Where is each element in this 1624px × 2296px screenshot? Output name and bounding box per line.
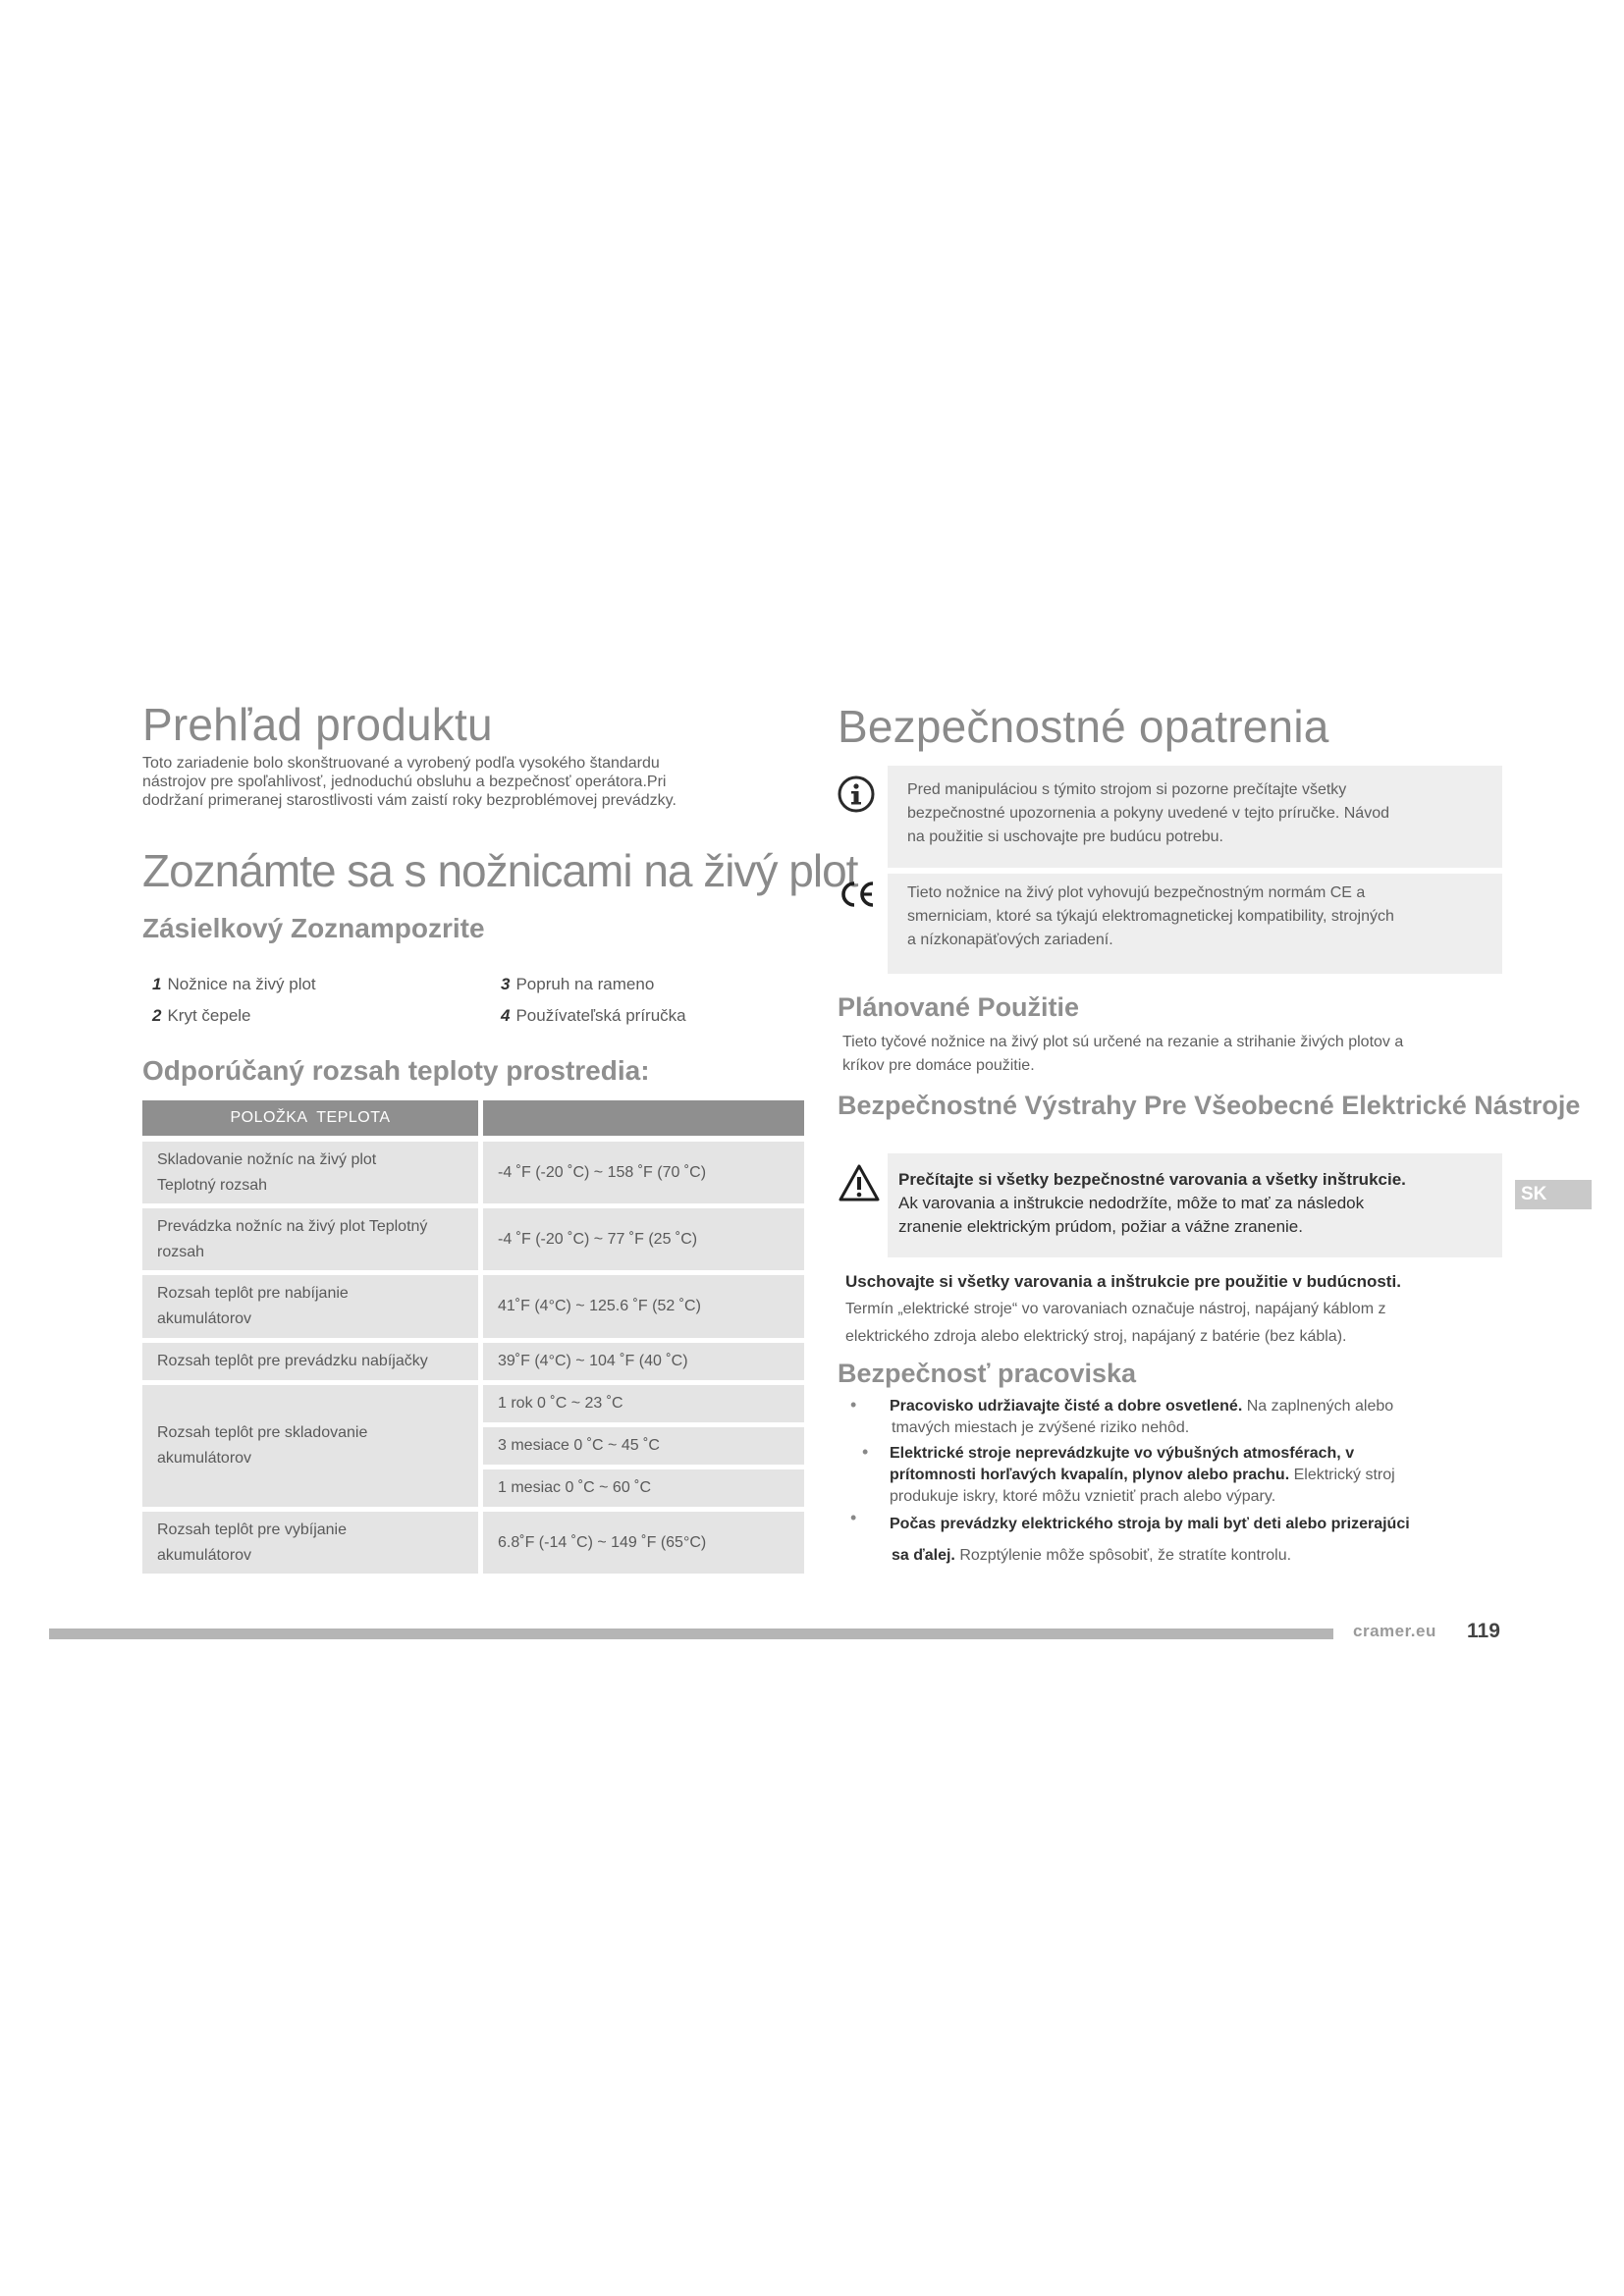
cell-line: rozsah [157, 1243, 205, 1260]
package-item-number: 4 [501, 1006, 511, 1025]
cell-line: Skladovanie nožníc na živý plot [157, 1150, 377, 1168]
table-cell-item [142, 1385, 478, 1507]
cell-line: Rozsah teplôt pre vybíjanie [157, 1521, 347, 1538]
keep-line: Termín „elektrické stroje“ vo varovaniach označuje nástroj, napájaný káblom z [845, 1301, 1386, 1317]
bullet-text: Rozptýlenie môže spôsobiť, že stratíte kontrolu. [954, 1547, 1292, 1564]
warning-text [898, 1168, 1497, 1239]
overview-intro [142, 754, 810, 810]
table-cell-value: 1 mesiac 0 ˚C ~ 60 ˚C [483, 1469, 804, 1507]
intended-line: kríkov pre domáce použitie. [842, 1057, 1035, 1074]
info-line: Pred manipuláciou s týmito strojom si pozorne prečítajte všetky [907, 781, 1347, 798]
package-item-number: 1 [152, 975, 162, 993]
bullet-text: Na zaplnených alebo [1242, 1398, 1394, 1415]
ce-line: a nízkonapäťových zariadení. [907, 932, 1113, 948]
footer-bar [49, 1629, 1333, 1639]
bullet-dot: • [862, 1442, 869, 1462]
cell-line: akumulátorov [157, 1450, 252, 1467]
bullet-item-1 [890, 1396, 1518, 1439]
info-line: na použitie si uschovajte pre budúcu potrebu. [907, 828, 1223, 845]
table-cell-value: -4 ˚F (-20 ˚C) ~ 158 ˚F (70 ˚C) [483, 1142, 804, 1203]
overview-title: Prehľad produktu [142, 699, 493, 750]
package-item-number: 3 [501, 975, 511, 993]
cell-line: Prevádzka nožníc na živý plot Teplotný [157, 1217, 428, 1235]
keep-bold-line: Uschovajte si všetky varovania a inštrukcie pre použitie v budúcnosti. [845, 1272, 1401, 1291]
bullet-bold: prítomnosti horľavých kvapalín, plynov alebo prachu. [890, 1467, 1290, 1483]
bullet-bold: Elektrické stroje neprevádzkujte vo výbušných atmosférach, v [890, 1445, 1355, 1462]
cell-line: Rozsah teplôt pre prevádzku nabíjačky [157, 1353, 428, 1369]
package-item-number: 2 [152, 1006, 162, 1025]
ce-notice-box [888, 874, 1502, 974]
cell-line: Teplotný rozsah [157, 1176, 268, 1194]
bullet-bold: Pracovisko udržiavajte čisté a dobre osvetlené. [890, 1398, 1243, 1415]
bullet-bold: Počas prevádzky elektrického stroja by mali byť deti alebo prizerajúci [890, 1516, 1410, 1532]
bullet-dot: • [850, 1508, 857, 1527]
cell-line: akumulátorov [157, 1310, 252, 1327]
safety-title: Bezpečnostné opatrenia [838, 701, 1329, 752]
intended-line: Tieto tyčové nožnice na živý plot sú určené na rezanie a strihanie živých plotov a [842, 1034, 1404, 1050]
footer-site: cramer.eu [1353, 1622, 1436, 1640]
ce-mark-icon [838, 880, 877, 909]
intended-use-text [842, 1031, 1510, 1078]
bullet-dot: • [850, 1395, 857, 1415]
package-item-label: Používateľská príručka [515, 1006, 686, 1025]
cell-line: Rozsah teplôt pre skladovanie [157, 1424, 368, 1441]
table-cell-value: 3 mesiace 0 ˚C ~ 45 ˚C [483, 1427, 804, 1465]
keep-line: elektrického zdroja alebo elektrický stroj, napájaný z batérie (bez kábla). [845, 1328, 1347, 1345]
ce-line: smerniciam, ktoré sa týkajú elektromagnetickej kompatibility, strojných [907, 908, 1394, 925]
warning-triangle-icon [838, 1163, 881, 1202]
cell-line: Rozsah teplôt pre nabíjanie [157, 1285, 349, 1302]
table-header-item: POLOŽKA TEPLOTA [142, 1100, 478, 1136]
table-cell-item [142, 1512, 478, 1574]
bullet-item-3 [890, 1509, 1518, 1572]
table-cell-item [142, 1142, 478, 1203]
table-cell-item [142, 1208, 478, 1270]
bullet-text: produkuje iskry, ktoré môžu vznietiť prach alebo výpary. [890, 1488, 1276, 1505]
meet-subtitle: Zásielkový Zoznampozrite [142, 913, 485, 943]
bullet-text: tmavých miestach je zvýšené riziko nehôd. [892, 1419, 1190, 1436]
package-item-4 [501, 1006, 686, 1026]
table-cell-value: 1 rok 0 ˚C ~ 23 ˚C [483, 1385, 804, 1422]
package-item-label: Popruh na rameno [515, 975, 655, 993]
table-cell-item [142, 1343, 478, 1380]
package-item-label: Nožnice na živý plot [167, 975, 316, 993]
general-warnings-title: Bezpečnostné Výstrahy Pre Všeobecné Elektrické Nástroje [838, 1091, 1581, 1120]
table-cell-value: 39˚F (4°C) ~ 104 ˚F (40 ˚C) [483, 1343, 804, 1380]
info-notice-box [888, 766, 1502, 868]
table-header-value [483, 1100, 804, 1136]
warning-line: zranenie elektrickým prúdom, požiar a vážne zranenie. [898, 1217, 1303, 1236]
table-cell-value: -4 ˚F (-20 ˚C) ~ 77 ˚F (25 ˚C) [483, 1208, 804, 1270]
warning-box [888, 1153, 1502, 1257]
meet-title: Zoznámte sa s nožnicami na živý plot [142, 845, 858, 896]
keep-instructions [845, 1268, 1513, 1351]
info-notice-text [907, 778, 1496, 849]
table-cell-value: 6.8˚F (-14 ˚C) ~ 149 ˚F (65°C) [483, 1512, 804, 1574]
overview-intro-line: dodržaní primeranej starostlivosti vám zaistí roky bezproblémovej prevádzky. [142, 792, 677, 809]
page-number: 119 [1467, 1620, 1500, 1642]
language-tab: SK [1515, 1180, 1592, 1209]
intended-use-title: Plánované Použitie [838, 992, 1080, 1022]
bullet-text: Elektrický stroj [1289, 1467, 1395, 1483]
info-circle-icon [837, 774, 876, 814]
package-item-1 [152, 975, 316, 994]
table-cell-value: 41˚F (4°C) ~ 125.6 ˚F (52 ˚C) [483, 1275, 804, 1338]
package-item-2 [152, 1006, 251, 1026]
bullet-bold: sa ďalej. [892, 1547, 955, 1564]
warning-line: Ak varovania a inštrukcie nedodržíte, môže to mať za následok [898, 1194, 1365, 1212]
temperature-title: Odporúčaný rozsah teploty prostredia: [142, 1055, 650, 1086]
warning-line: Prečítajte si všetky bezpečnostné varovania a všetky inštrukcie. [898, 1170, 1406, 1189]
ce-line: Tieto nožnice na živý plot vyhovujú bezpečnostným normám CE a [907, 884, 1366, 901]
table-cell-item [142, 1275, 478, 1338]
info-line: bezpečnostné upozornenia a pokyny uvedené v tejto príručke. Návod [907, 805, 1389, 822]
package-item-3 [501, 975, 654, 994]
ce-notice-text [907, 881, 1496, 952]
package-item-label: Kryt čepele [167, 1006, 251, 1025]
cell-line: akumulátorov [157, 1546, 252, 1564]
overview-intro-line: nástrojov pre spoľahlivosť, jednoduchú obsluhu a bezpečnosť operátora.Pri [142, 774, 667, 790]
bullet-item-2 [890, 1443, 1518, 1508]
overview-intro-line: Toto zariadenie bolo skonštruované a vyrobený podľa vysokého štandardu [142, 755, 660, 772]
workplace-safety-title: Bezpečnosť pracoviska [838, 1359, 1137, 1388]
